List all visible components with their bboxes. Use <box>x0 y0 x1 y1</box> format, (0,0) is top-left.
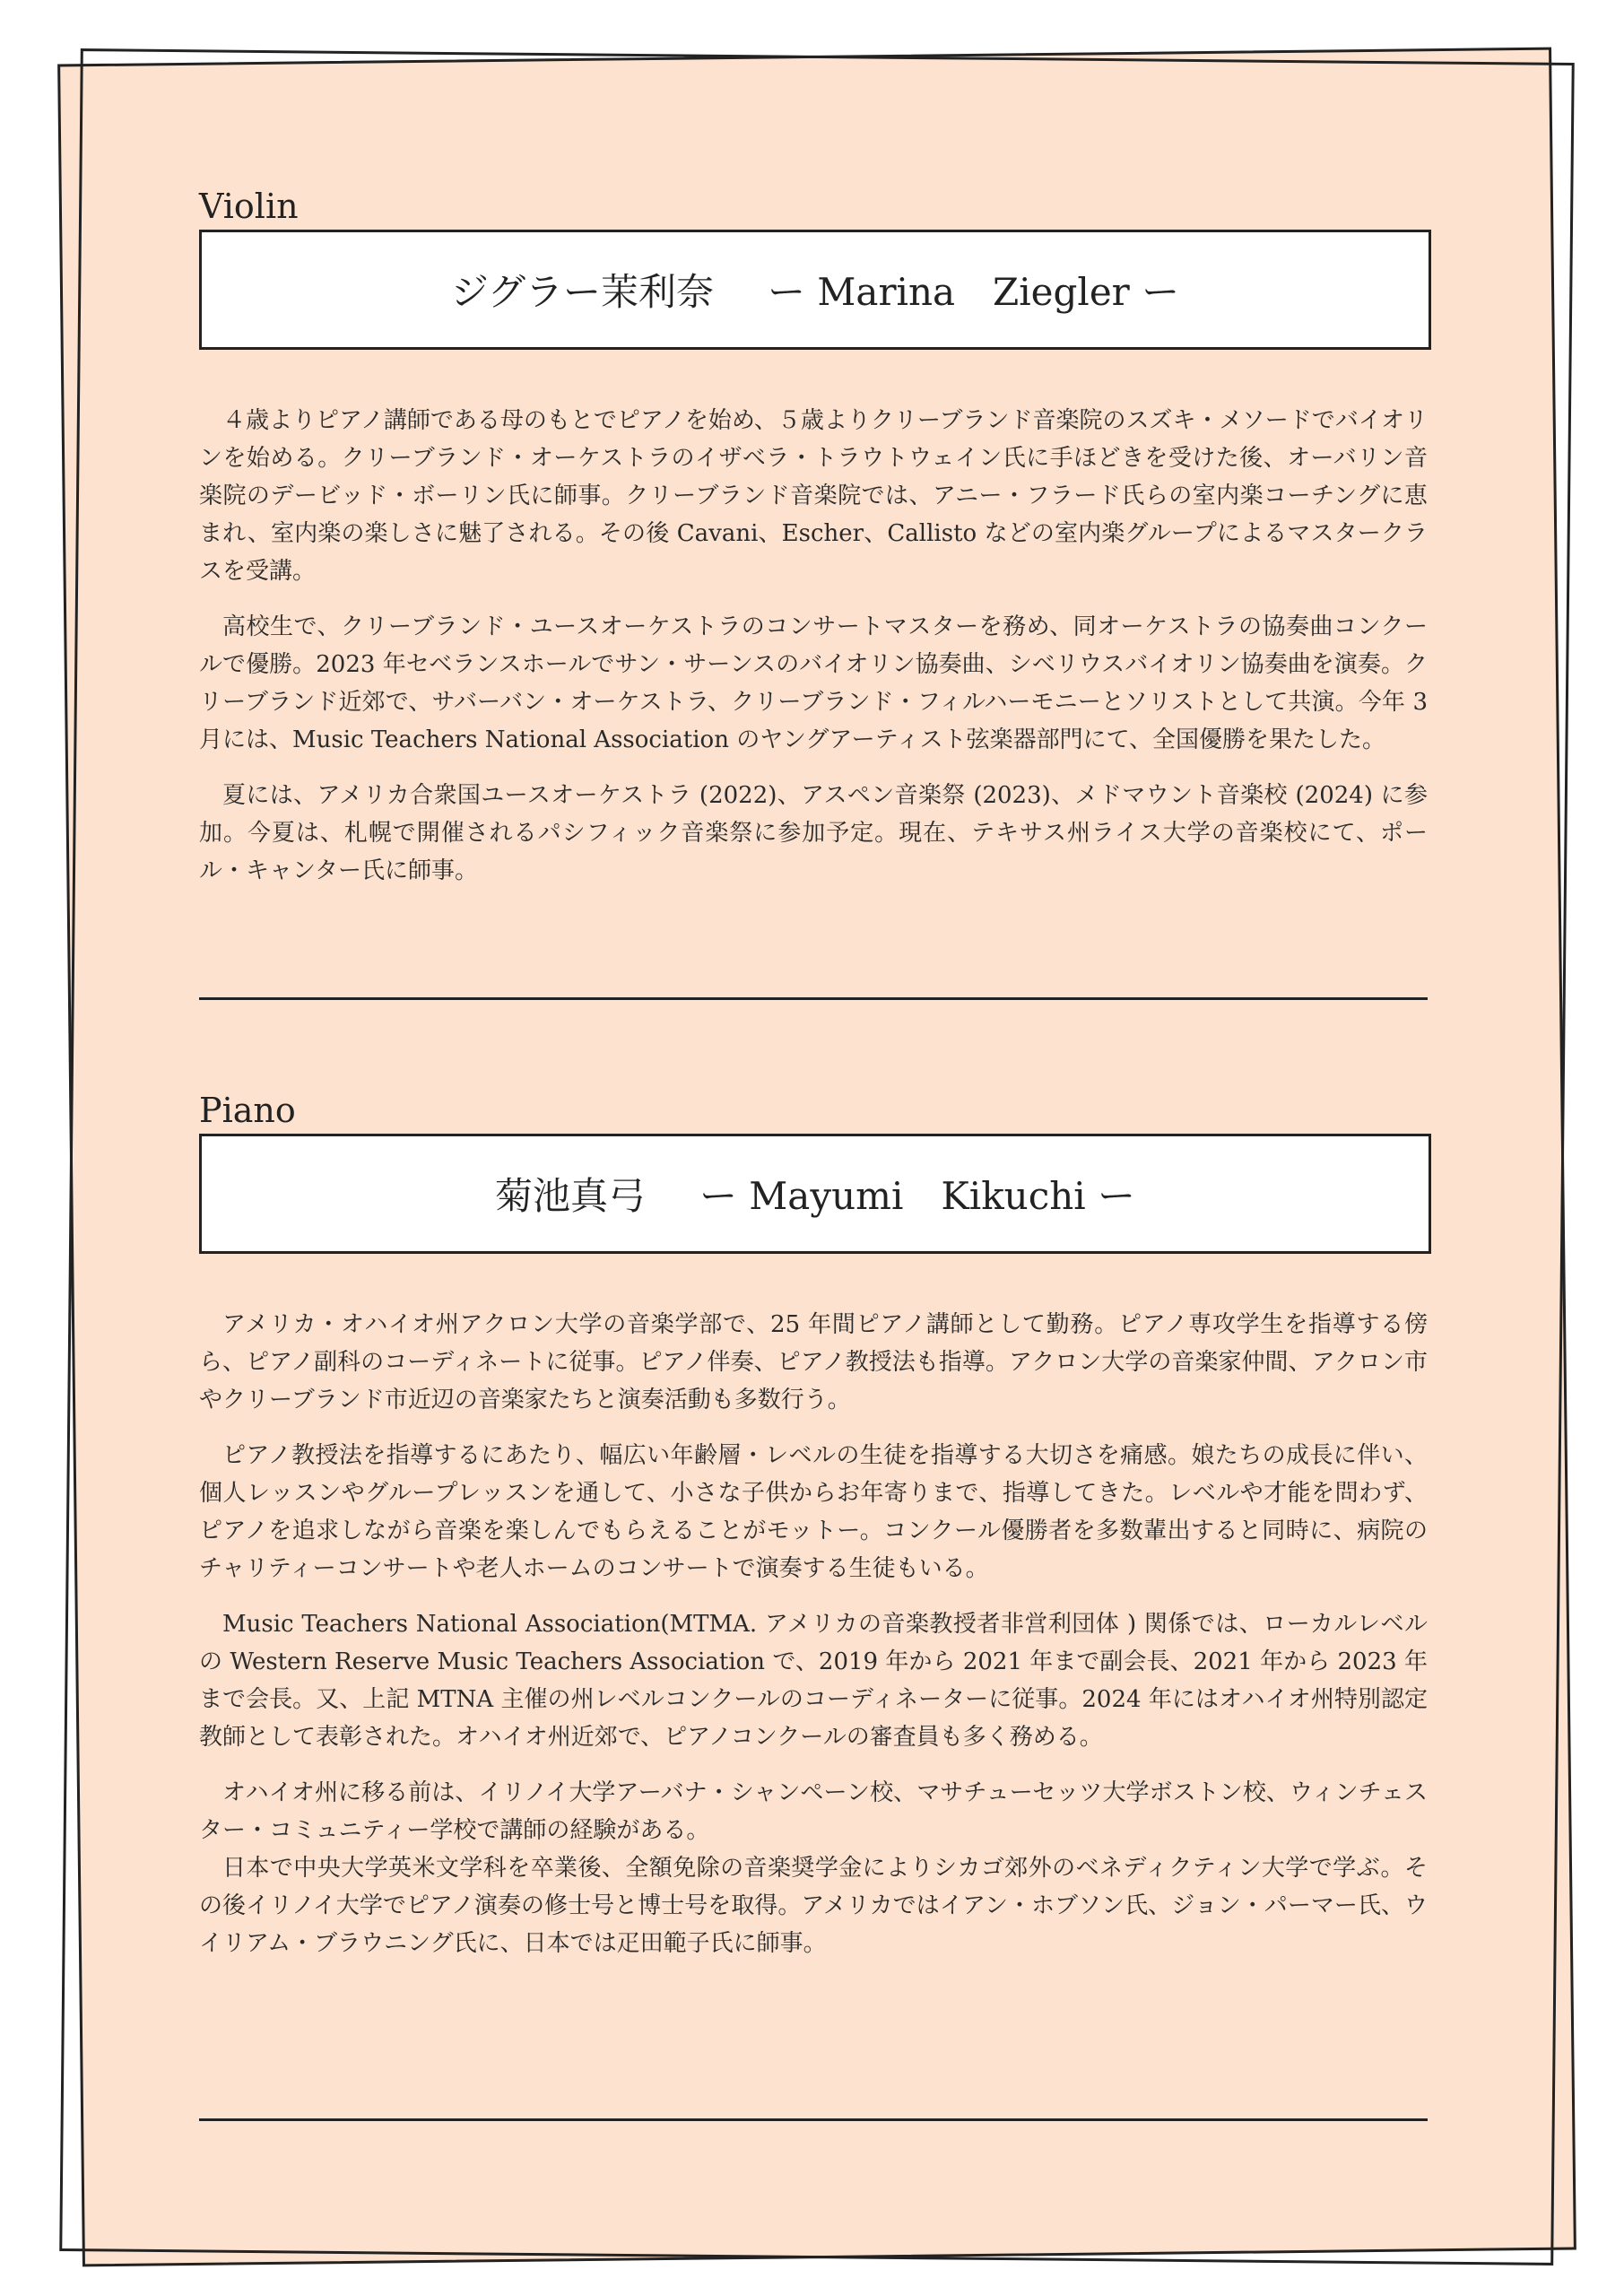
bio-paragraph: ピアノ教授法を指導するにあたり、幅広い年齢層・レベルの生徒を指導する大切さを痛感。娘たちの成長に伴い、個人レッスンやグループレッスンを通して、小さな子供からお年寄りまで、指導してきた。レベルや才能を問わず、ピアノを追求しながら音楽を楽しんでもらえることがモットー。コンクール優勝者を多数輩出すると同時に、病院のチャリティーコンサートや老人ホームのコンサートで演奏する生徒もいる。 <box>199 1442 1428 1582</box>
name-en-violin: ー Marina Ziegler ー <box>768 270 1180 314</box>
section-label-violin: Violin <box>199 187 299 226</box>
bio-paragraph: オハイオ州に移る前は、イリノイ大学アーバナ・シャンペーン校、マサチューセッツ大学ボストン校、ウィンチェスター・コミュニティー学校で講師の経験がある。 <box>199 1779 1428 1844</box>
profile-content <box>199 0 1431 2296</box>
bio-paragraph: Music Teachers National Association(MTMA. アメリカの音楽教授者非営利団体 ) 関係では、ローカルレベルの Western Reserve Music Teachers Association で、2019 年から 2021 年まで副会長、2021 年から 2023 年まで会長。又、上記 MTNA 主催の州レベルコンクールのコーディネーターに従事。2024 年にはオハイオ州特別認定教師として表彰された。オハイオ州近郊で、ピアノコンクールの審査員も多く務める。 <box>199 1611 1428 1751</box>
name-box-piano <box>199 1134 1431 1254</box>
bio-paragraph: 夏には、アメリカ合衆国ユースオーケストラ (2022)、アスペン音楽祭 (2023)、メドマウント音楽校 (2024) に参加。今夏は、札幌で開催されるパシフィック音楽祭に参加予定。現在、テキサス州ライス大学の音楽校にて、ポール・キャンター氏に師事。 <box>199 782 1428 884</box>
bio-paragraph: 日本で中央大学英米文学科を卒業後、全額免除の音楽奨学金によりシカゴ郊外のベネディクティン大学で学ぶ。その後イリノイ大学でピアノ演奏の修士号と博士号を取得。アメリカではイアン・ホブソン氏、ジョン・パーマー氏、ウイリアム・ブラウニング氏に、日本では疋田範子氏に師事。 <box>199 1855 1428 1957</box>
name-jp-piano: 菊池真弓 <box>494 1174 646 1218</box>
bio-violin <box>199 402 1428 908</box>
name-box-violin <box>199 230 1431 350</box>
bio-paragraph: ４歳よりピアノ講師である母のもとでピアノを始め、５歳よりクリーブランド音楽院のスズキ・メソードでバイオリンを始める。クリーブランド・オーケストラのイザベラ・トラウトウェイン氏に手ほどきを受けた後、オーバリン音楽院のデービッド・ボーリン氏に師事。クリーブランド音楽院では、アニー・フラード氏らの室内楽コーチングに恵まれ、室内楽の楽しさに魅了される。その後 Cavani、Escher、Callisto などの室内楽グループによるマスタークラスを受講。 <box>199 407 1428 585</box>
section-divider <box>199 997 1428 1000</box>
bio-piano <box>199 1306 1428 1980</box>
name-jp-violin: ジグラー茉利奈 <box>450 270 715 314</box>
bio-paragraph: 高校生で、クリーブランド・ユースオーケストラのコンサートマスターを務め、同オーケストラの協奏曲コンクールで優勝。2023 年セベランスホールでサン・サーンスのバイオリン協奏曲、シベリウスバイオリン協奏曲を演奏。クリーブランド近郊で、サバーバン・オーケストラ、クリーブランド・フィルハーモニーとソリストとして共演。今年 3 月には、Music Teachers National Association のヤングアーティスト弦楽器部門にて、全国優勝を果たした。 <box>199 613 1428 753</box>
section-divider <box>199 2118 1428 2121</box>
name-en-piano: ー Mayumi Kikuchi ー <box>699 1174 1136 1218</box>
section-label-piano: Piano <box>199 1091 296 1130</box>
bio-paragraph: アメリカ・オハイオ州アクロン大学の音楽学部で、25 年間ピアノ講師として勤務。ピアノ専攻学生を指導する傍ら、ピアノ副科のコーディネートに従事。ピアノ伴奏、ピアノ教授法も指導。アクロン大学の音楽家仲間、アクロン市やクリーブランド市近辺の音楽家たちと演奏活動も多数行う。 <box>199 1311 1428 1413</box>
